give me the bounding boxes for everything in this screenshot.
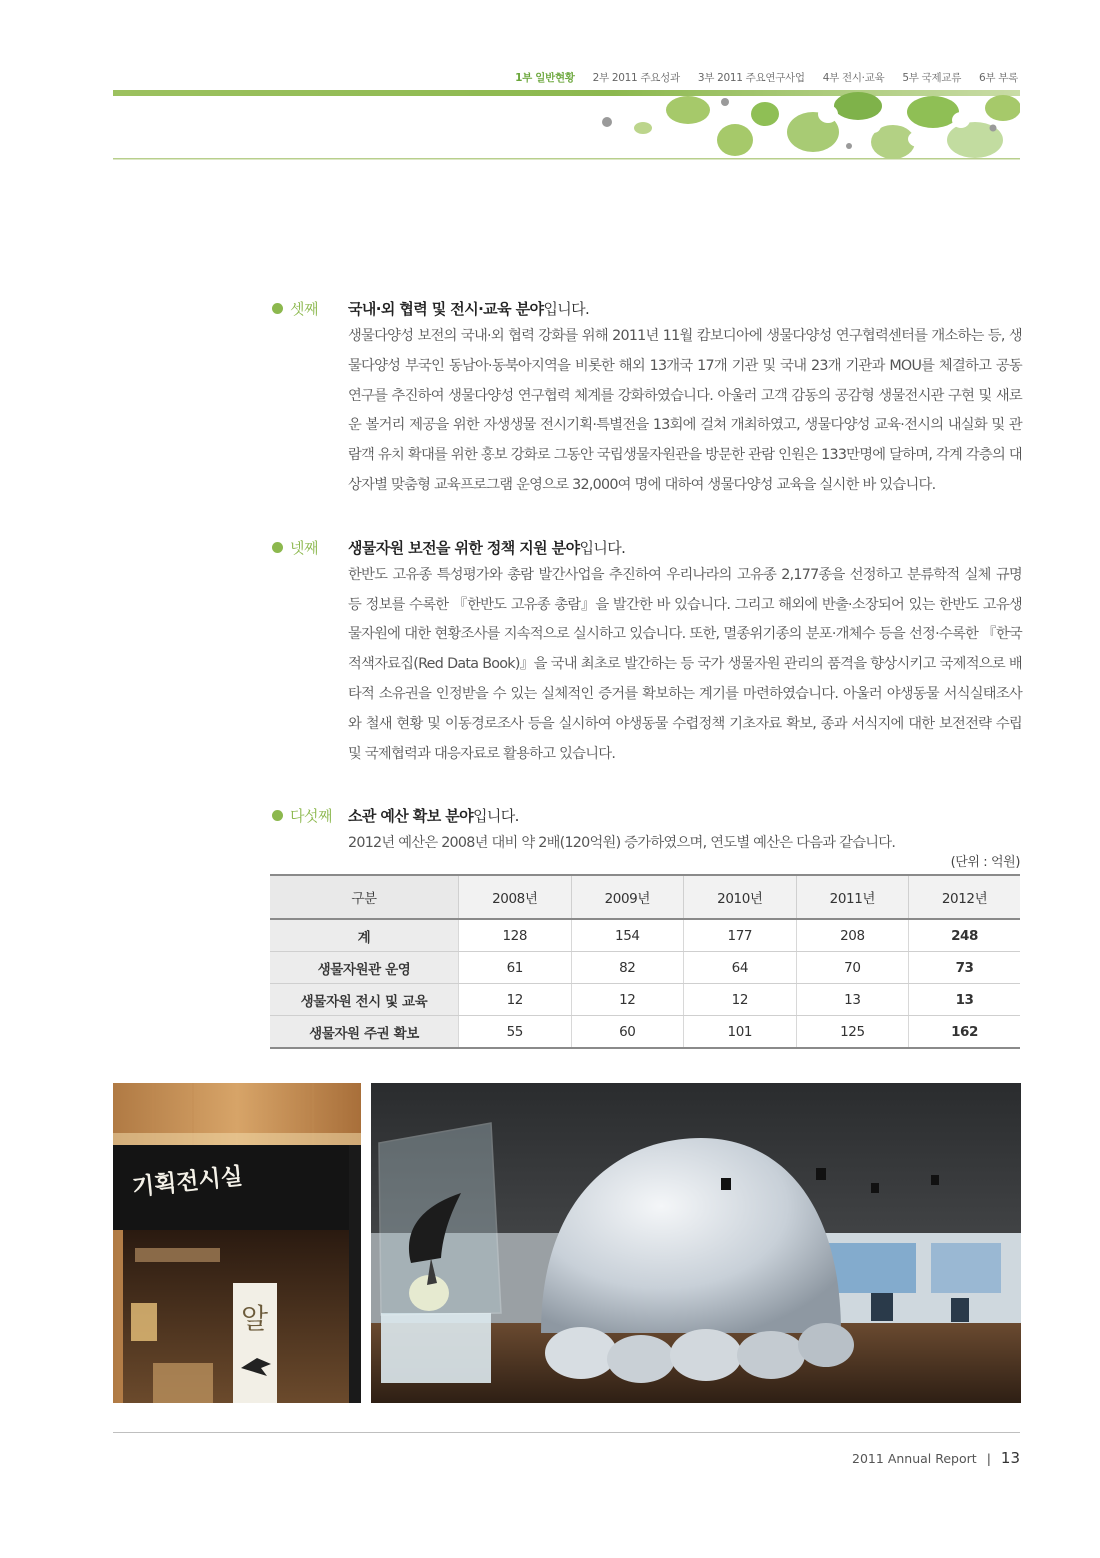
row-label: 생물자원 주권 확보 <box>270 1016 459 1049</box>
table-cell: 55 <box>459 1016 572 1049</box>
section-body: 한반도 고유종 특성평가와 총람 발간사업을 추진하여 우리나라의 고유종 2,177종을 선정하고 분류학적 실체 규명 등 정보를 수록한 『한반도 고유종 총람』을 발간한 바 있습니다. 그리고 해외에 반출·소장되어 있는 한반도 고유생물자원에 대한 현황조사를 지속적으로 실시하고 있습니다. 또한, 멸종위기종의 분포·개체수 등을 선정·수록한 『한국 적색자료집(Red Data Book)』을 국내 최초로 발간하는 등 국가 생물자원 관리의 품격을 향상시키고 국제적으로 배타적 소유권을 인정받을 수 있는 실체적인 증거를 확보하는 계기를 마련하였습니다. 아울러 야생동물 서식실태조사와 철새 현황 및 이동경로조사 등을 실시하여 야생동물 수렵정책 기초자료 확보, 종과 서식지에 대한 보전전략 수립 및 국제협력과 대응자료로 활용하고 있습니다. <box>348 566 1022 762</box>
table-cell: 61 <box>459 952 572 984</box>
table-row <box>270 984 1020 1016</box>
section-title-bold: 생물자원 보전을 위한 정책 지원 분야 <box>348 538 580 557</box>
top-navigation <box>515 70 1018 85</box>
footer-divider <box>113 1432 1020 1433</box>
section-fifth <box>270 803 1022 859</box>
table-cell: 73 <box>909 952 1020 984</box>
table-cell: 125 <box>796 1016 909 1049</box>
table-cell: 154 <box>571 919 684 952</box>
section-body: 생물다양성 보전의 국내·외 협력 강화를 위해 2011년 11월 캄보디아에 생물다양성 연구협력센터를 개소하는 등, 생물다양성 부국인 동남아·동북아지역을 비롯한 해외 13개국 17개 기관 및 국내 23개 기관과 MOU를 체결하고 공동연구를 추진하여 생물다양성 연구협력 체계를 강화하였습니다. 아울러 고객 감동의 공감형 생물전시관 구현 및 새로운 볼거리 제공을 위한 자생생물 전시기획·특별전을 13회에 걸쳐 개최하였고, 생물다양성 교육·전시의 내실화 및 관람객 유치 확대를 위한 홍보 강화로 그동안 국립생물자원관을 방문한 관람 인원은 133만명에 달하며, 각계 각층의 대상자별 맞춤형 교육프로그램 운영으로 32,000여 명에 대하여 생물다양성 교육을 실시한 바 있습니다. <box>348 328 1022 493</box>
table-cell: 13 <box>909 984 1020 1016</box>
table-row <box>270 919 1020 952</box>
section-title <box>348 803 1022 829</box>
table-row <box>270 952 1020 984</box>
exhibition-sign-text: 기획전시실 <box>130 1163 245 1201</box>
dome-exhibit-photo <box>371 1083 1021 1403</box>
table-unit-label: (단위 : 억원) <box>950 855 1020 870</box>
header-2012: 2012년 <box>909 875 1020 919</box>
nav-part-4[interactable]: 4부 전시·교육 <box>822 72 885 84</box>
nav-part-3[interactable]: 3부 2011 주요연구사업 <box>697 72 805 84</box>
section-body: 2012년 예산은 2008년 대비 약 2배(120억원) 증가하였으며, 연도별 예산은 다음과 같습니다. <box>348 835 896 852</box>
header-2011: 2011년 <box>796 875 909 919</box>
budget-table <box>270 874 1020 1049</box>
table-cell: 70 <box>796 952 909 984</box>
section-fourth <box>270 535 1022 770</box>
table-header-row <box>270 875 1020 919</box>
table-cell: 248 <box>909 919 1020 952</box>
table-cell: 101 <box>684 1016 797 1049</box>
table-cell: 162 <box>909 1016 1020 1049</box>
nav-part-2[interactable]: 2부 2011 주요성과 <box>592 72 680 84</box>
bullet-dot-icon <box>272 810 283 821</box>
section-title-rest: 입니다. <box>543 300 590 318</box>
table-cell: 208 <box>796 919 909 952</box>
exhibition-hall-entrance-photo <box>113 1083 361 1403</box>
marker-label: 다섯째 <box>290 807 332 826</box>
table-cell: 82 <box>571 952 684 984</box>
section-title <box>348 296 1022 322</box>
table-cell: 13 <box>796 984 909 1016</box>
section-title <box>348 535 1022 561</box>
bullet-dot-icon <box>272 542 283 553</box>
section-marker <box>272 537 318 558</box>
section-title-bold: 소관 예산 확보 분야 <box>348 807 473 826</box>
page-footer <box>852 1449 1020 1467</box>
marker-label: 넷째 <box>290 538 318 557</box>
row-label: 생물자원관 운영 <box>270 952 459 984</box>
report-title: 2011 Annual Report <box>852 1450 977 1466</box>
table-cell: 64 <box>684 952 797 984</box>
poster-glyph: 알 <box>241 1302 269 1335</box>
nav-part-1[interactable]: 1부 일반현황 <box>515 72 575 84</box>
table-cell: 177 <box>684 919 797 952</box>
header-category: 구분 <box>270 875 459 919</box>
section-marker <box>272 298 318 319</box>
nav-part-6[interactable]: 6부 부록 <box>979 72 1018 84</box>
table-cell: 12 <box>684 984 797 1016</box>
header-2009: 2009년 <box>571 875 684 919</box>
section-third <box>270 296 1022 501</box>
bullet-dot-icon <box>272 303 283 314</box>
row-label: 생물자원 전시 및 교육 <box>270 984 459 1016</box>
page-number: 13 <box>1000 1449 1020 1467</box>
marker-label: 셋째 <box>290 300 318 318</box>
header-decoration <box>113 84 1020 164</box>
footer-separator: | <box>986 1450 991 1466</box>
table-row <box>270 1016 1020 1049</box>
header-2008: 2008년 <box>459 875 572 919</box>
table-cell: 12 <box>459 984 572 1016</box>
nav-part-5[interactable]: 5부 국제교류 <box>902 72 962 84</box>
table-cell: 128 <box>459 919 572 952</box>
table-cell: 12 <box>571 984 684 1016</box>
section-title-rest: 입니다. <box>579 538 626 557</box>
section-title-rest: 입니다. <box>473 807 519 826</box>
row-label: 계 <box>270 919 459 952</box>
section-marker <box>272 805 332 826</box>
main-content <box>270 296 1022 859</box>
section-title-bold: 국내·외 협력 및 전시·교육 분야 <box>348 300 544 318</box>
table-cell: 60 <box>571 1016 684 1049</box>
header-2010: 2010년 <box>684 875 797 919</box>
